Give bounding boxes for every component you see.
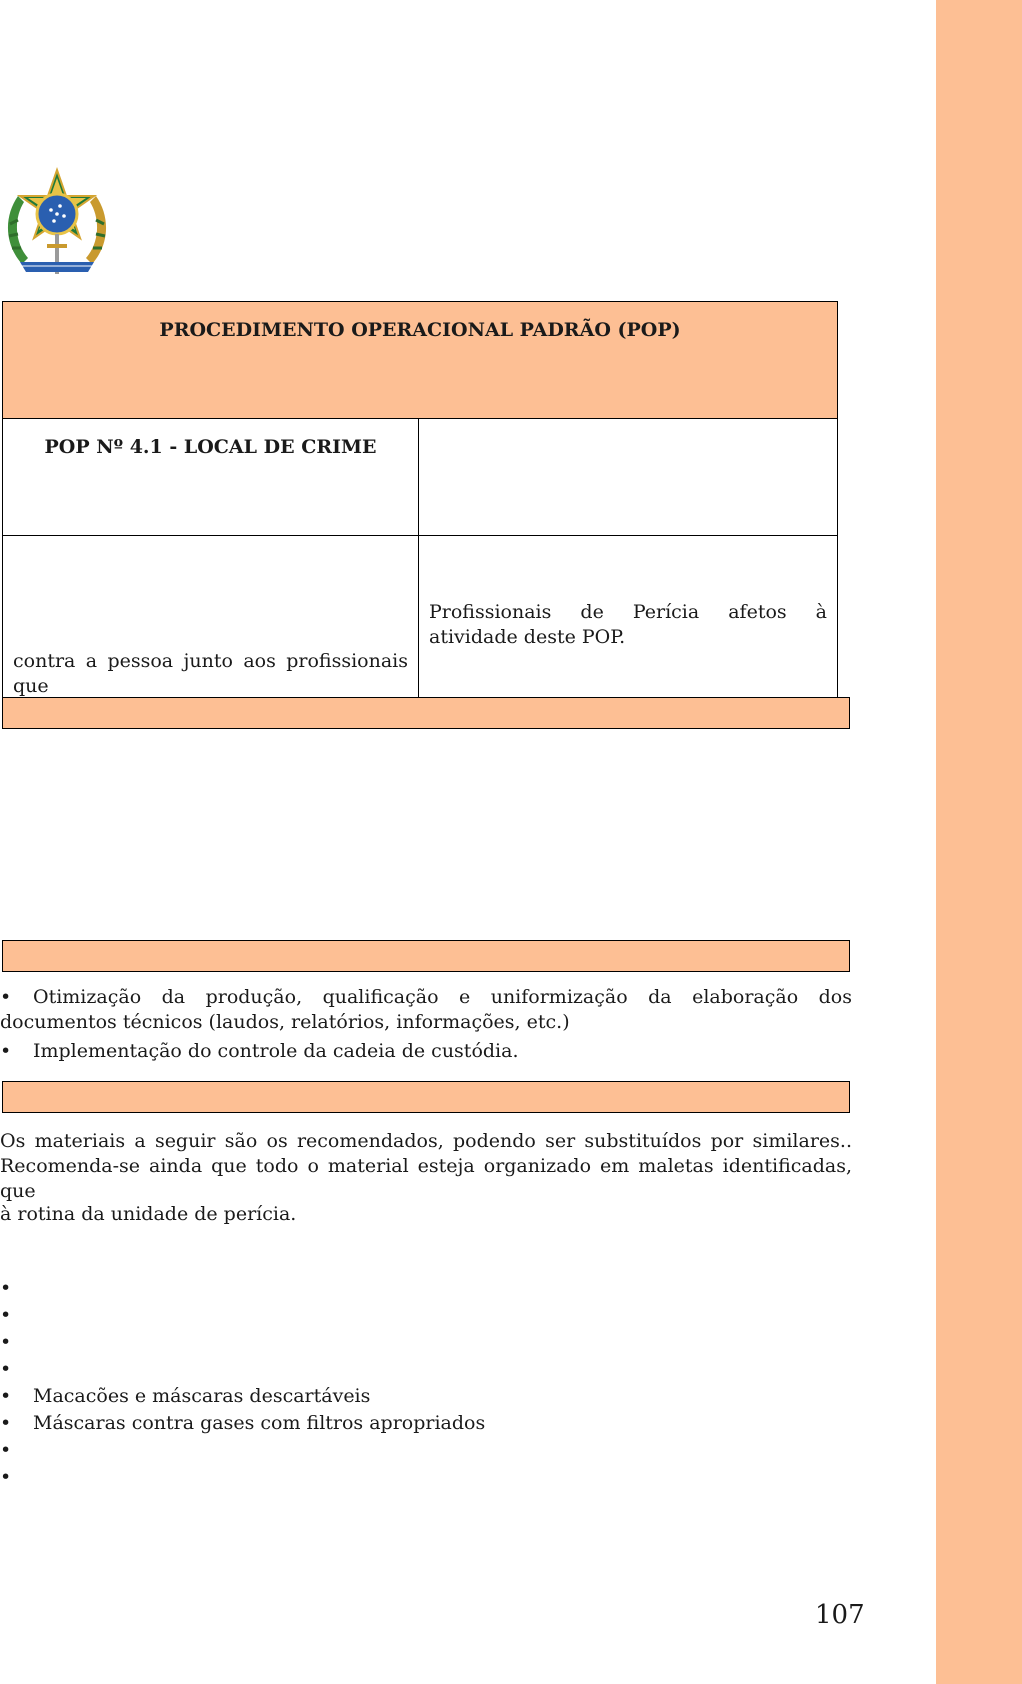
materials-list [0, 1276, 852, 1492]
list-item: • [0, 1331, 12, 1353]
coat-of-arms-icon [0, 166, 114, 284]
materials-intro: Os materiais a seguir são os recomendados, podendo ser substituídos por similares.. Recomenda-se ainda que todo o material esteja organizado em maletas identificadas, que [0, 1130, 852, 1202]
section-band-1 [2, 697, 850, 729]
audience-text: Profissionais de Perícia afetos à atividade deste POP. [429, 601, 828, 648]
list-item: • [0, 1466, 12, 1488]
pop-header-table [2, 301, 838, 725]
results-list [0, 985, 852, 1064]
pop-number: POP Nº 4.1 - LOCAL DE CRIME [44, 436, 377, 458]
pop-number-cell [3, 419, 419, 536]
list-item: • [0, 1439, 12, 1461]
list-item: • Macacões e máscaras descartáveis [0, 1385, 371, 1407]
pop-right-cell [419, 419, 838, 536]
list-item: • [0, 1358, 12, 1380]
materials-item-text: Macacões e máscaras descartáveis [33, 1385, 371, 1407]
pop-title-cell [3, 302, 838, 419]
list-item: • [0, 1277, 12, 1299]
page-number: 107 [815, 1600, 865, 1630]
pop-title: PROCEDIMENTO OPERACIONAL PADRÃO (POP) [159, 319, 681, 341]
side-color-bar [936, 0, 1022, 1684]
objective-text-line1: contra a pessoa junto aos profissionais que [13, 650, 408, 697]
list-item: • [0, 1304, 12, 1326]
section-band-materials [2, 1081, 850, 1113]
materials-intro-end: à rotina da unidade de perícia. [0, 1203, 297, 1225]
results-item-text: Implementação do controle da cadeia de custódia. [33, 1040, 519, 1062]
materials-item-text: Máscaras contra gases com filtros apropriados [33, 1412, 486, 1434]
results-item-text: Otimização da produção, qualificação e uniformização da elaboração dos documentos técnicos (laudos, relatórios, informações, etc.) [0, 986, 852, 1033]
list-item: • Máscaras contra gases com filtros apropriados [0, 1412, 486, 1434]
list-item: • Otimização da produção, qualificação e uniformização da elaboração dos documentos técnicos (laudos, relatórios, informações, etc.) [0, 986, 852, 1033]
section-band-results [2, 940, 850, 972]
list-item: • Implementação do controle da cadeia de custódia. [0, 1040, 519, 1062]
